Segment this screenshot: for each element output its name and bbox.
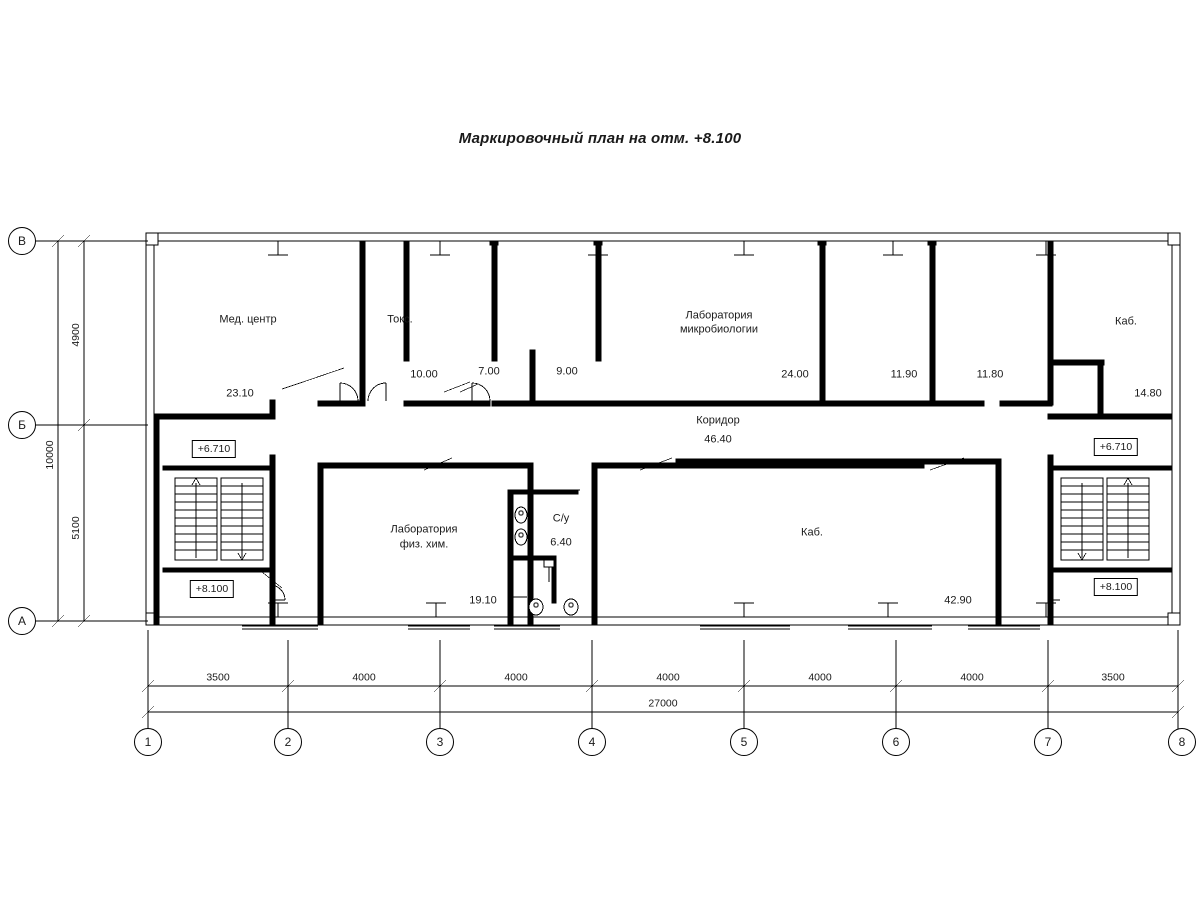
dim-depth-5100: 5100: [70, 516, 82, 540]
room-area-wc: 6.40: [550, 536, 572, 549]
dim-bay-5: 4000: [808, 671, 832, 684]
axis-number-8: 8: [1168, 728, 1196, 756]
room-label-lab-phys-2: физ. хим.: [399, 538, 449, 551]
level-mark-right-lower: +8.100: [1094, 578, 1138, 596]
room-area-7: 7.00: [478, 365, 500, 378]
dim-bay-1: 3500: [206, 671, 230, 684]
axis-number-7: 7: [1034, 728, 1062, 756]
dim-bay-7: 3500: [1101, 671, 1125, 684]
room-area-24: 24.00: [781, 368, 809, 381]
level-mark-left-upper: +6.710: [192, 440, 236, 458]
axis-number-6: 6: [882, 728, 910, 756]
drawing-title: Маркировочный план на отм. +8.100: [458, 130, 742, 147]
room-label-lab-phys-1: Лаборатория: [390, 523, 458, 536]
dim-bay-3: 4000: [504, 671, 528, 684]
level-mark-right-upper: +6.710: [1094, 438, 1138, 456]
room-label-lab-micro-2: микробиологии: [679, 323, 759, 336]
axis-letter-b: Б: [8, 411, 36, 439]
room-area-kab-right: 14.80: [1134, 387, 1162, 400]
axis-number-1: 1: [134, 728, 162, 756]
dim-total-width: 27000: [648, 697, 678, 710]
axis-letter-v: В: [8, 227, 36, 255]
dim-bay-4: 4000: [656, 671, 680, 684]
dim-depth-4900: 4900: [70, 323, 82, 347]
room-label-toks: Токс.: [387, 313, 413, 326]
room-area-corridor: 46.40: [704, 433, 732, 446]
room-area-9: 9.00: [556, 365, 578, 378]
room-label-corridor: Коридор: [696, 414, 740, 427]
room-area-toks: 10.00: [410, 368, 438, 381]
room-label-lab-micro-1: Лаборатория: [685, 309, 753, 322]
room-area-med-center: 23.10: [226, 387, 254, 400]
room-area-lab-phys: 19.10: [469, 594, 497, 607]
axis-number-4: 4: [578, 728, 606, 756]
level-mark-left-lower: +8.100: [190, 580, 234, 598]
room-label-wc: С/у: [552, 512, 570, 525]
room-label-kab-big: Каб.: [801, 526, 823, 539]
axis-letter-a: А: [8, 607, 36, 635]
axis-number-3: 3: [426, 728, 454, 756]
room-area-1190: 11.90: [890, 368, 918, 381]
room-area-1180: 11.80: [976, 368, 1004, 381]
dim-bay-2: 4000: [352, 671, 376, 684]
room-label-med-center: Мед. центр: [219, 313, 277, 326]
room-label-kab-right: Каб.: [1115, 315, 1137, 328]
axis-number-2: 2: [274, 728, 302, 756]
axis-number-5: 5: [730, 728, 758, 756]
room-area-kab-big: 42.90: [944, 594, 972, 607]
dim-depth-total: 10000: [44, 440, 56, 470]
dim-bay-6: 4000: [960, 671, 984, 684]
